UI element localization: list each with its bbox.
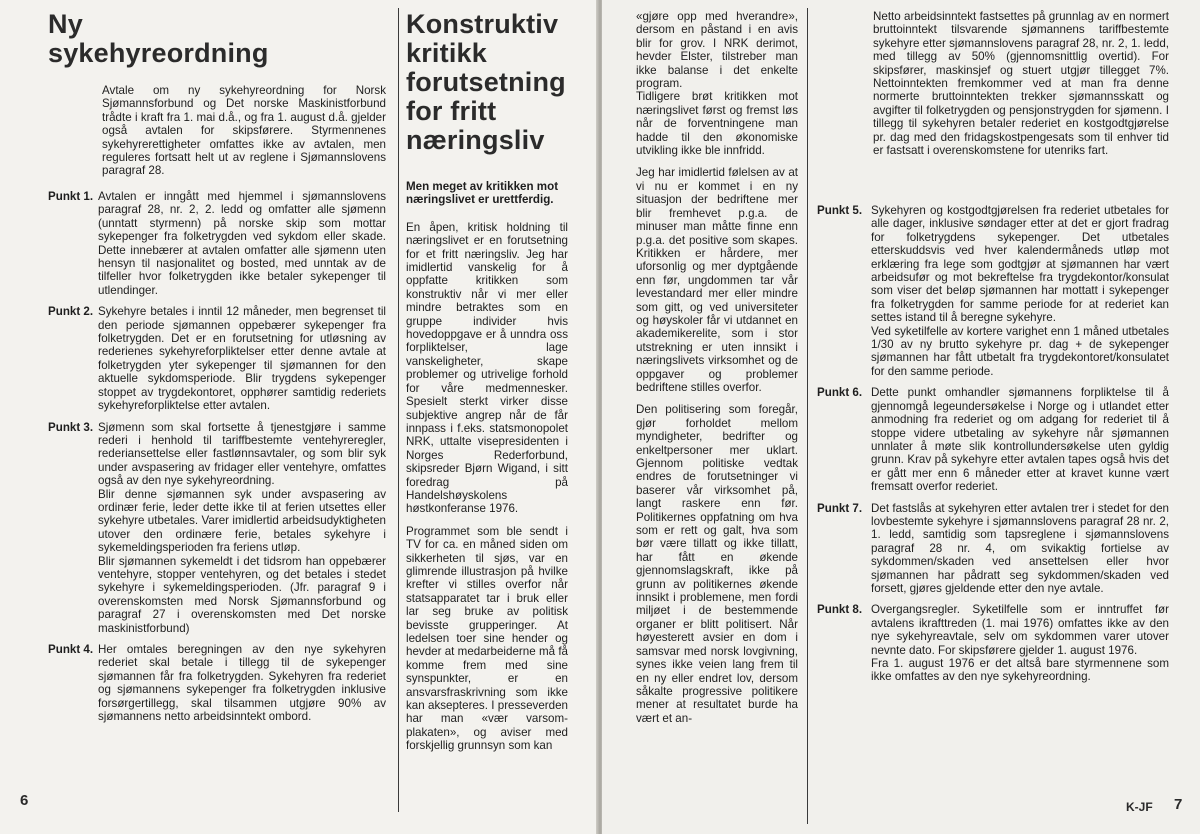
punkt-list xyxy=(817,204,1169,692)
article-subhead: Men meget av kritikken mot næringslivet er urettferdig. xyxy=(406,180,559,207)
punkt-paragraph: Blir denne sjømannen syk under avspasering av ordinær ferie, leder dette ikke til at ferien utsettes eller sykehyre utbetales. Varer imidlertid arbeidsudyktigheten utover den ordinære ferie, betales sykehyre i sykemeldingsperioden fra feriens utløp. xyxy=(98,487,386,555)
punkt-paragraph: Sjømenn som skal fortsette å tjenestgjøre i samme rederi i henhold til tariffbestemte ventehyreregler, rederiansettelse eller fastlønnsavtaler, og som blir syk under avspasering av fridager eller ventehyre, omfattes også av den nye sykehyreordning. xyxy=(98,420,386,488)
article-continuation xyxy=(636,0,798,834)
punkt-2 xyxy=(48,305,386,412)
article-sykehyreordning-cont xyxy=(817,0,1169,834)
punkt-3 xyxy=(48,421,386,636)
column-divider xyxy=(398,8,399,812)
article-paragraph: Programmet som ble sendt i TV for ca. en måned siden om sikkerheten til sjøs, var en glimrende illustrasjon på hvilke krefter vi stilles overfor når statsapparatet tar i bruk eller lar seg bruke av politisk bevisste grupperinger. At ledelsen toer sine hender og hevder at medarbeiderne må få komme frem med sine synspunkter, er en ansvarsfraskrivning som ikke kan aksepteres. I presseverden har man «vær varsom-plakaten», og aviser med forskjellig grunnsyn som kan xyxy=(406,524,568,753)
article-paragraph: Den politisering som foregår, gjør forholdet mellom myndigheter, bedrifter og enkeltpersoner mer uklart. Gjennom politiske vedtak endres de forutsetninger vi baserer vår virksomhet på, langt raskere enn før. Politikernes oppfatning om hva som er rett og galt, hva som bør være tillatt og ikke tillatt, har fått en økende gjennomslagskraft, ikke på grunn av politikernes økende innsikt i problemene, men fordi miljøet i de bestemmende organer er blitt politisert. Når høyesterett avsier en dom i samsvar med norsk lovgivning, synes ikke veien lang frem til en ny eller endret lov, dersom såkalte progressive politikere mener at resultatet burde ha vært et an- xyxy=(636,403,798,725)
punkt-paragraph: Sykehyre betales i inntil 12 måneder, men begrenset til den periode sjømannen oppebærer sykepenger fra folketrygden. Det er en forutsetning for utløsning av rederienes sykehyreforpliktelser etter denne avtale at folketrygden yter sykepenger til sjømannen for den aktuelle sykdomsperiode. Blir trygdens sykepenger stoppet av trygdekontoret, opphører samtidig rederiets sykehyreforpliktelse etter avtalen. xyxy=(98,305,386,413)
punkt-label: Punkt 5. xyxy=(817,204,863,217)
punkt-8 xyxy=(817,603,1169,683)
punkt-5 xyxy=(817,204,1169,378)
punkt-4 xyxy=(48,643,386,723)
punkt-paragraph: Blir sjømannen sykemeldt i det tidsrom han oppebærer ventehyre, stopper ventehyren, og det betales i stedet sykehyre i sykemeldingsperioden. (Jfr. paragraf 9 i overenskomsten med Norsk Sjømannsforbund og paragraf 27 i overenskomsten med Det norske maskinistforbund) xyxy=(98,554,386,635)
left-page xyxy=(0,0,598,834)
punkt-paragraph: Overgangsregler. Syketilfelle som er inntruffet før avtalens ikrafttreden (1. mai 1976) omfattes ikke av den nye sykehyreavtale, selv om sykdommen varer utover nevnte dato. For skipsførere gjelder 1. august 1976. xyxy=(871,603,1169,657)
author-signature: K-JF xyxy=(1126,800,1153,814)
punkt-label: Punkt 2. xyxy=(48,305,94,319)
article-title: Konstruktiv kritikk forutsetning for fritt næringsliv xyxy=(406,9,566,155)
article-intro: Netto arbeidsinntekt fastsettes på grunnlag av en normert bruttoinntekt tilsvarende sjømannens tariffbestemte sykehyre etter sjømannslovens paragraf 28, nr. 2, 1. ledd, med tillegg av 50% (gjennomsnittlig overtid). For skipsfører, maskinsjef og stuert utgjør tillegget 7%. Nettoinntekten fremkommer ved at man fra denne normerte bruttoinntekten trekker sjømannsskatt og avgifter til folketrygden og pensjonstrygden for sjømenn. I tillegg til sykehyren betaler rederiet en kostgodtgjørelse pr. dag med den fridagskostpengesats som til enhver tid er fastsatt i overenskomstene for utenriks fart. xyxy=(873,10,1169,158)
page-number: 6 xyxy=(20,792,29,809)
punkt-paragraph: Ved syketilfelle av kortere varighet enn 1 måned utbetales 1/30 av ny brutto sykehyre pr. dag + de sykepenger sjømannen har fått utbetalt fra trygdekontoret/konsulatet for den samme periode. xyxy=(871,324,1169,378)
article-paragraph: En åpen, kritisk holdning til næringslivet er en forutsetning for et fritt næringsliv. Jeg har imidlertid vanskelig for å oppfatte kritikken som konstruktiv når vi mer eller mindre betraktes som en gruppe individer hvis hovedoppgave er å unndra oss forpliktelser, lage vanskeligheter, skape problemer og utrivelige forhold for våre medmennesker. Spesielt sterkt virker disse subjektive angrep når de får innpass i f.eks. statsmonopolet NRK, uttalte visepresidenten i Norges Rederforbund, skipsreder Bjørn Wigand, i sitt foredrag på Handelshøyskolens høstkonferanse 1976. xyxy=(406,220,568,516)
punkt-1 xyxy=(48,190,386,297)
column-divider xyxy=(807,8,808,824)
punkt-paragraph: Her omtales beregningen av den nye sykehyren rederiet skal betale i tillegg til de sykepenger sjømannen får fra folketrygden. Sykehyren fra rederiet og sjømannens sykepenger fra folketrygden inklusive forsørgertillegg, skal tilsammen utgjøre 90% av sjømannens netto arbeidsinntekt ombord. xyxy=(98,643,386,724)
punkt-paragraph: Dette punkt omhandler sjømannens forpliktelse til å gjennomgå legeundersøkelse i Norge og i utlandet etter anmodning fra rederiet og om adgang for rederiet til å stoppe videre utbetaling av sykehyre når sjømannen unnlater å møte slik kontrollundersøkelse uten gyldig grunn. Krav på sykehyre etter avtalen tapes også hvis det er gått mer enn 6 måneder etter at kravet kunne vært fremsatt overfor rederiet. xyxy=(871,386,1169,494)
punkt-paragraph: Fra 1. august 1976 er det altså bare styrmennene som ikke omfattes av den nye sykehyreordning. xyxy=(871,657,1169,684)
punkt-6 xyxy=(817,386,1169,493)
punkt-label: Punkt 4. xyxy=(48,643,94,656)
punkt-label: Punkt 6. xyxy=(817,386,863,400)
article-paragraph: «gjøre opp med hverandre», dersom en påstand i en avis blir for grov. I NRK derimot, hevder Elster, tilstreber man ikke balanse i det enkelte program. xyxy=(636,10,798,91)
punkt-label: Punkt 8. xyxy=(817,603,863,617)
article-sykehyreordning xyxy=(48,0,388,834)
punkt-label: Punkt 7. xyxy=(817,501,863,515)
article-paragraph: Jeg har imidlertid følelsen av at vi nu er kommet i en ny situasjon der bedriftene mer blir fremhevet p.g.a. de minuser man måtte finne enn p.g.a. det positive som skapes. Kritikken er hårdere, mer uforsonlig og mer dyptgående enn før, ungdommen tar vår levestandard mer eller mindre som gitt, og ved universiteter og høyskoler får vi utdannet en akademikerelite, som i stor utstrekning er uten innsikt i næringslivets virksomhet og de oppgaver og problemer bedriftene stilles overfor. xyxy=(636,166,798,394)
article-intro: Avtale om ny sykehyreordning for Norsk Sjømannsforbund og Det norske Maskinistforbund trådte i kraft fra 1. mai d.å., og fra 1. august d.å. gjelder også avtalen for skipsførere. Styrmennenes sykehyrerettigheter omfattes ikke av avtalen, men reguleres fortsatt helt ut av reglene i Sjømannslovens paragraf 28. xyxy=(102,84,386,178)
punkt-label: Punkt 1. xyxy=(48,190,94,203)
punkt-7 xyxy=(817,502,1169,596)
punkt-label: Punkt 3. xyxy=(48,420,94,434)
article-title: Ny sykehyreordning xyxy=(48,9,269,68)
punkt-paragraph: Sykehyren og kostgodtgjørelsen fra rederiet utbetales for alle dager, inklusive søndager etter at det er gjort fradrag for folketrygdens sykepenger. Det utbetales etterskuddsvis ved hver kalendermåneds utløp mot erklæring fra lege som godtgjør at sjømannen har vært arbeidsufør og mot bekreftelse fra trygdekontor/konsulat som viser det beløp sjømannen har mottatt i sykepenger fra folketrygden for samme periode for at rederiet kan settes istand til å beregne sykehyre. xyxy=(871,204,1169,325)
right-page xyxy=(602,0,1200,834)
article-konstruktiv-kritikk xyxy=(406,0,568,834)
punkt-list xyxy=(48,190,386,731)
punkt-paragraph: Det fastslås at sykehyren etter avtalen trer i stedet for den lovbestemte sykehyre i sjømannslovens paragraf 28 nr. 2, 1. ledd, samtidig som tapsreglene i sjømannslovens paragraf 28 nr. 4, om svikaktig fortielse av sykdommen/skaden ved ansettelsen eller hvor sjømannen har pådratt seg sykdommen/skaden ved forsett, gjøres gjeldende etter den nye avtale. xyxy=(871,501,1169,595)
article-paragraph: Tidligere brøt kritikken mot næringslivet først og fremst løs når de forventningene man hadde til den økonomiske utvikling ikke ble innfridd. xyxy=(636,90,798,158)
page-number: 7 xyxy=(1174,796,1183,813)
punkt-paragraph: Avtalen er inngått med hjemmel i sjømannslovens paragraf 28, nr. 2, 2. ledd og omfatter alle sjømenn (unntatt styrmenn) på norske skip som mottar sykepenger fra folketrygden ved sykdom eller skade. Dette innebærer at avtalen omfatter alle sjømenn uten hensyn til nasjonalitet og bosted, med unntak av de tilfeller hvor folketrygden ikke betaler sykepenger til utlendinger. xyxy=(98,190,386,297)
